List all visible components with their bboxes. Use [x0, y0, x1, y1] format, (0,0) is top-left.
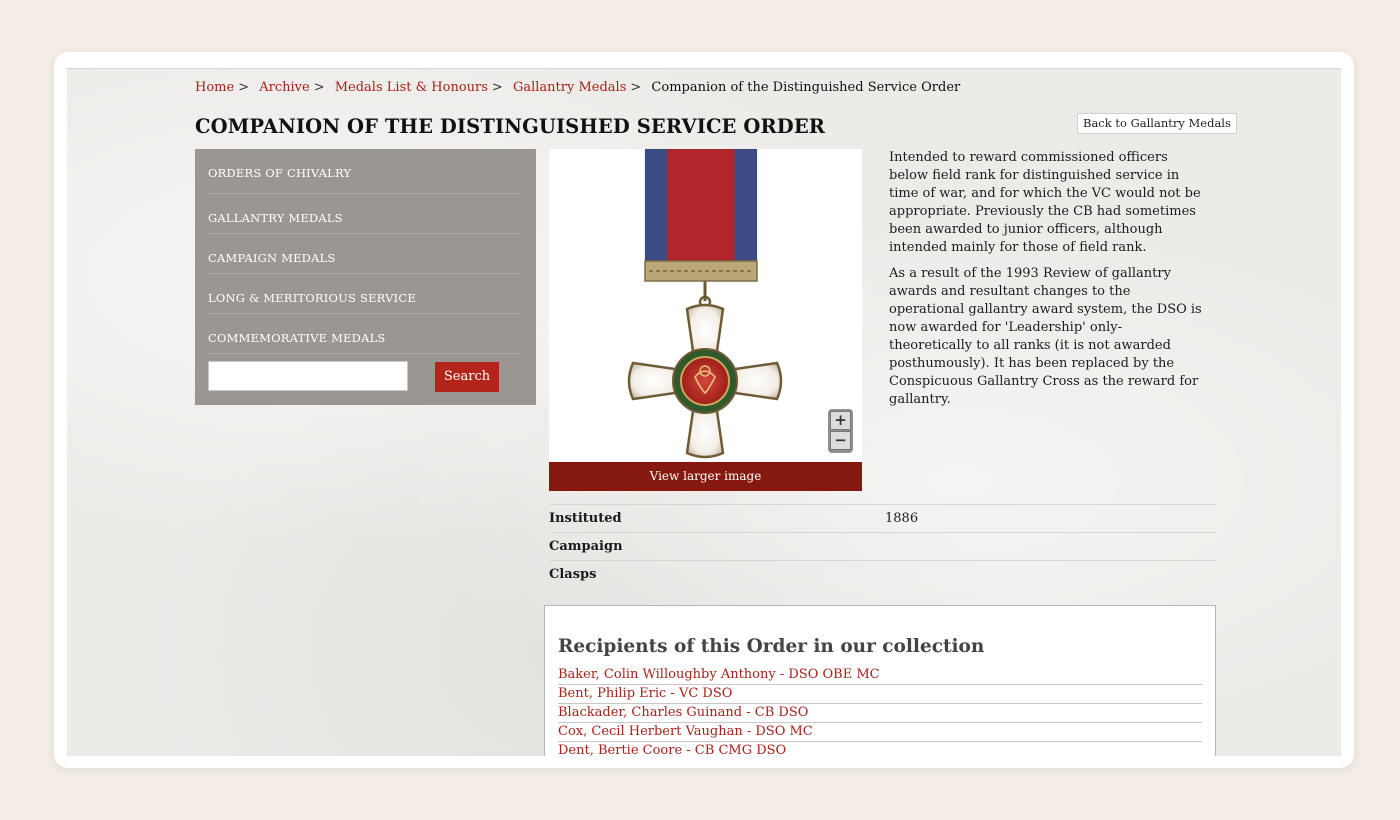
list-item [558, 742, 1202, 756]
medal-image [549, 149, 862, 462]
breadcrumb [195, 79, 960, 97]
list-item [558, 704, 1202, 723]
breadcrumb-separator: > [630, 80, 642, 95]
breadcrumb-separator: > [491, 80, 503, 95]
page-content [67, 68, 1341, 756]
sidebar-item-campaign-medals[interactable]: CAMPAIGN MEDALS [208, 234, 522, 274]
details-row [549, 532, 1216, 560]
list-item [558, 666, 1202, 685]
list-item [558, 723, 1202, 742]
recipient-link[interactable]: Blackader, Charles Guinand - CB DSO [558, 705, 809, 720]
recipient-link[interactable]: Bent, Philip Eric - VC DSO [558, 686, 733, 701]
description-paragraph: As a result of the 1993 Review of gallantry awards and resultant changes to the operational gallantry award system, the DSO is now awarded for 'Leadership' only- theoretically to all ranks (it is not awarded posthumously). It has been replaced by the Conspicuous Gallantry Cross as the reward for gallantry. [889, 266, 1202, 407]
breadcrumb-home[interactable]: Home [195, 80, 235, 95]
page-title: COMPANION OF THE DISTINGUISHED SERVICE ORDER [195, 115, 826, 138]
details-value: 1886 [885, 511, 919, 526]
sidebar-item-gallantry-medals[interactable]: GALLANTRY MEDALS [208, 194, 522, 234]
medal-description [889, 149, 1209, 417]
description-paragraph: Intended to reward commissioned officers below field rank for distinguished service in time of war, and for which the VC would not be appropriate. Previously the CB had sometimes been awarded to junior officers, although intended mainly for those of field rank. [889, 150, 1201, 255]
view-larger-image-button[interactable]: View larger image [549, 462, 862, 491]
sidebar-nav [195, 149, 536, 405]
recipients-heading: Recipients of this Order in our collection [558, 636, 985, 657]
search-button[interactable]: Search [435, 362, 499, 392]
back-to-gallantry-medals-button[interactable]: Back to Gallantry Medals [1077, 113, 1237, 134]
breadcrumb-archive[interactable]: Archive [259, 80, 310, 95]
breadcrumb-gallantry-medals[interactable]: Gallantry Medals [512, 80, 627, 95]
sidebar-item-long-meritorious-service[interactable]: LONG & MERITORIOUS SERVICE [208, 274, 522, 314]
medal-details-table [549, 504, 1216, 588]
breadcrumb-current: Companion of the Distinguished Service Order [651, 80, 961, 95]
details-row [549, 504, 1216, 532]
recipient-link[interactable]: Dent, Bertie Coore - CB CMG DSO [558, 743, 787, 756]
recipients-panel [544, 605, 1216, 756]
breadcrumb-medals-list[interactable]: Medals List & Honours [334, 80, 488, 95]
details-label: Instituted [549, 511, 622, 526]
sidebar-item-orders-of-chivalry[interactable]: ORDERS OF CHIVALRY [208, 149, 522, 194]
sidebar-item-commemorative-medals[interactable]: COMMEMORATIVE MEDALS [208, 314, 522, 354]
search-input[interactable] [208, 361, 408, 391]
breadcrumb-separator: > [313, 80, 325, 95]
zoom-out-button[interactable]: − [830, 431, 851, 450]
recipient-link[interactable]: Baker, Colin Willoughby Anthony - DSO OBE MC [558, 667, 880, 682]
breadcrumb-separator: > [238, 80, 250, 95]
details-row [549, 560, 1216, 588]
details-label: Clasps [549, 567, 597, 582]
list-item [558, 685, 1202, 704]
details-label: Campaign [549, 539, 623, 554]
zoom-control [828, 409, 853, 453]
medal-image-viewer [549, 149, 862, 491]
zoom-in-button[interactable]: + [830, 411, 851, 430]
recipient-link[interactable]: Cox, Cecil Herbert Vaughan - DSO MC [558, 724, 813, 739]
